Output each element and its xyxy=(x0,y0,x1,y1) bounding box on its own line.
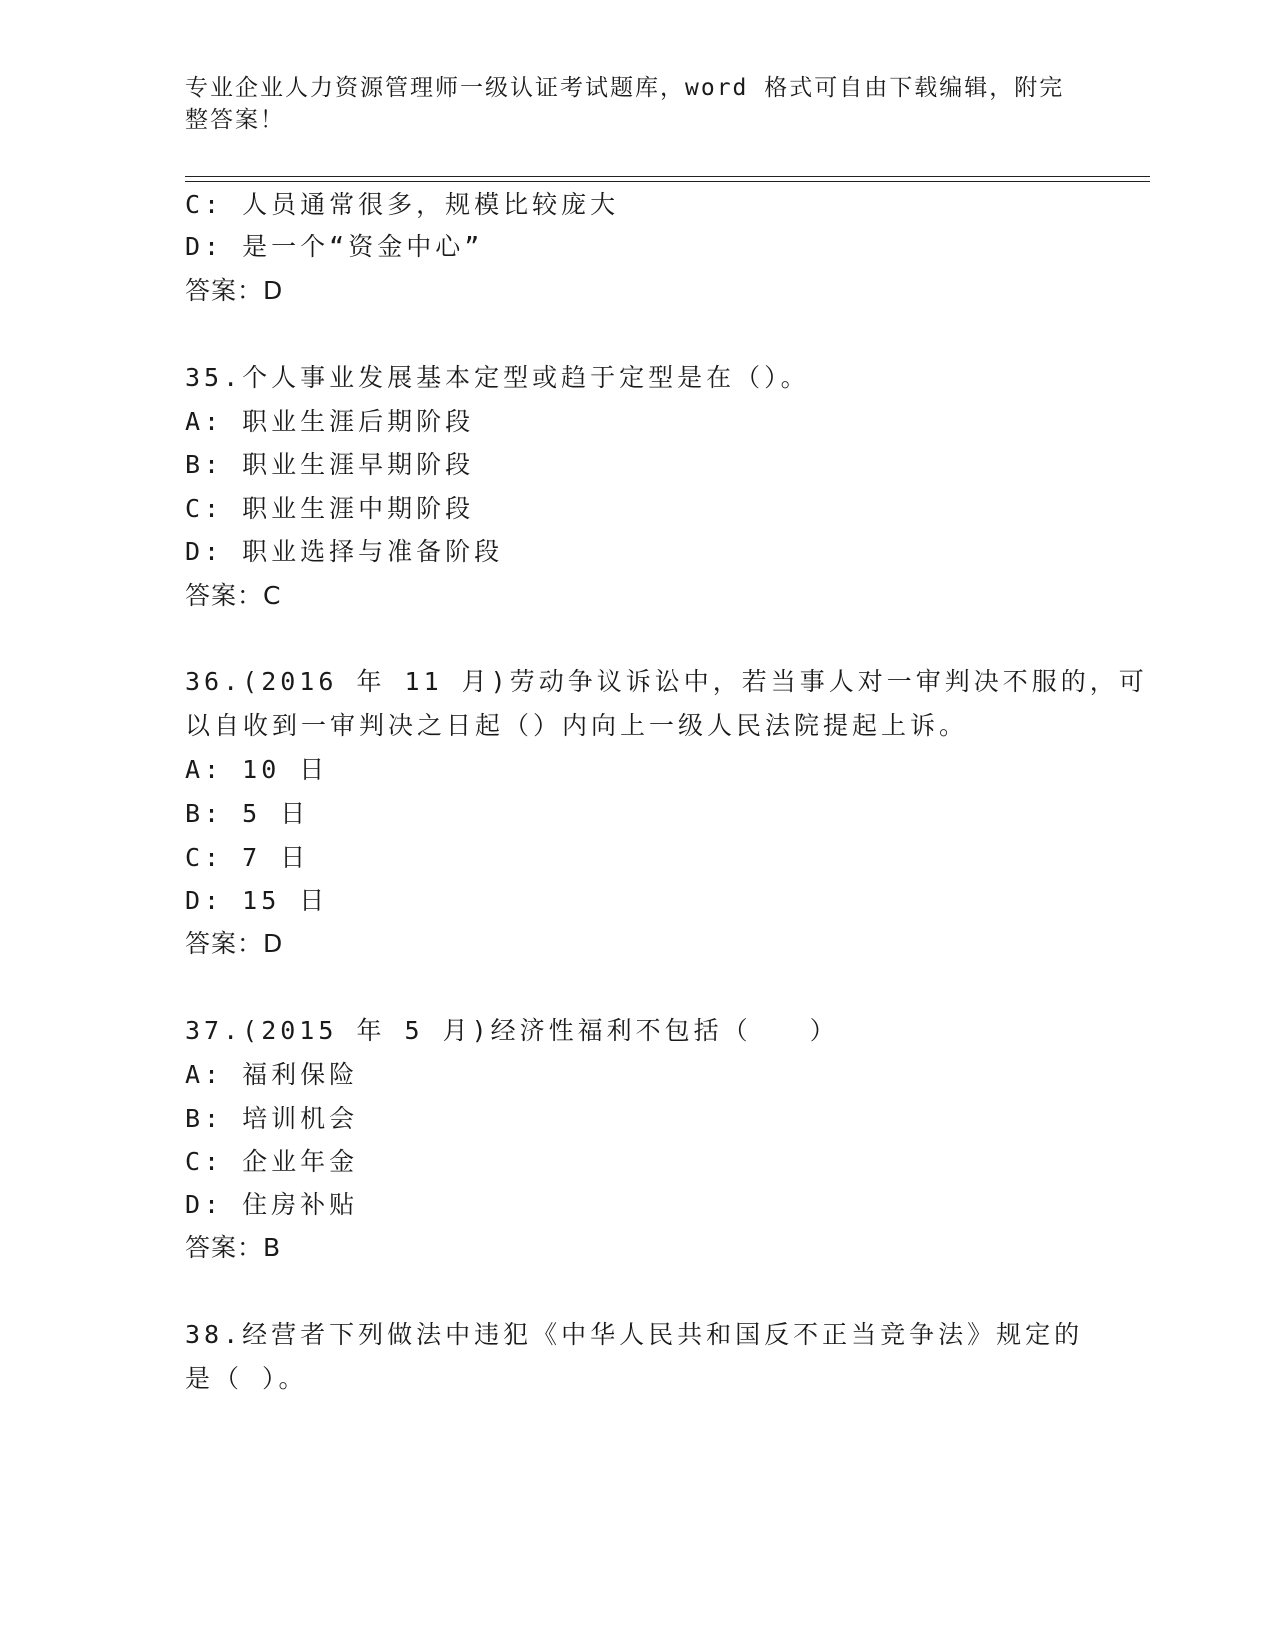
header-divider-top xyxy=(185,176,1150,177)
question-36-option-a: A: 10 日 xyxy=(185,755,329,784)
question-35-option-d: D: 职业选择与准备阶段 xyxy=(185,537,504,566)
question-37-option-c: C: 企业年金 xyxy=(185,1147,359,1176)
question-37-stem: 37.(2015 年 5 月)经济性福利不包括（ ） xyxy=(185,1016,839,1045)
option-c: C: 人员通常很多，规模比较庞大 xyxy=(185,190,620,219)
question-37-answer: 答案：B xyxy=(185,1233,282,1262)
question-37-option-a: A: 福利保险 xyxy=(185,1060,359,1089)
question-35-option-b: B: 职业生涯早期阶段 xyxy=(185,450,475,479)
question-35-option-c: C: 职业生涯中期阶段 xyxy=(185,494,475,523)
option-d: D: 是一个“资金中心” xyxy=(185,232,484,261)
question-36-option-d: D: 15 日 xyxy=(185,886,329,915)
question-35-answer: 答案：C xyxy=(185,581,282,610)
document-header: 专业企业人力资源管理师一级认证考试题库，word 格式可自由下载编辑，附完整答案！ xyxy=(185,75,1065,133)
question-36-option-b: B: 5 日 xyxy=(185,799,310,828)
question-36-answer: 答案：D xyxy=(185,929,284,958)
header-divider-bottom xyxy=(185,181,1150,182)
question-35-option-a: A: 职业生涯后期阶段 xyxy=(185,407,475,436)
question-38-stem-line-1: 38.经营者下列做法中违犯《中华人民共和国反不正当竞争法》规定的 xyxy=(185,1320,1084,1349)
question-36-stem-line-2: 以自收到一审判决之日起（）内向上一级人民法院提起上诉。 xyxy=(185,711,969,740)
question-36-option-c: C: 7 日 xyxy=(185,843,310,872)
question-37-option-b: B: 培训机会 xyxy=(185,1104,359,1133)
answer-line: 答案：D xyxy=(185,276,284,305)
question-36-stem-line-1: 36.(2016 年 11 月)劳动争议诉讼中，若当事人对一审判决不服的，可 xyxy=(185,667,1148,696)
question-35-stem: 35.个人事业发展基本定型或趋于定型是在（）。 xyxy=(185,363,810,392)
question-38-stem-line-2: 是（ ）。 xyxy=(185,1364,308,1393)
question-37-option-d: D: 住房补贴 xyxy=(185,1190,359,1219)
